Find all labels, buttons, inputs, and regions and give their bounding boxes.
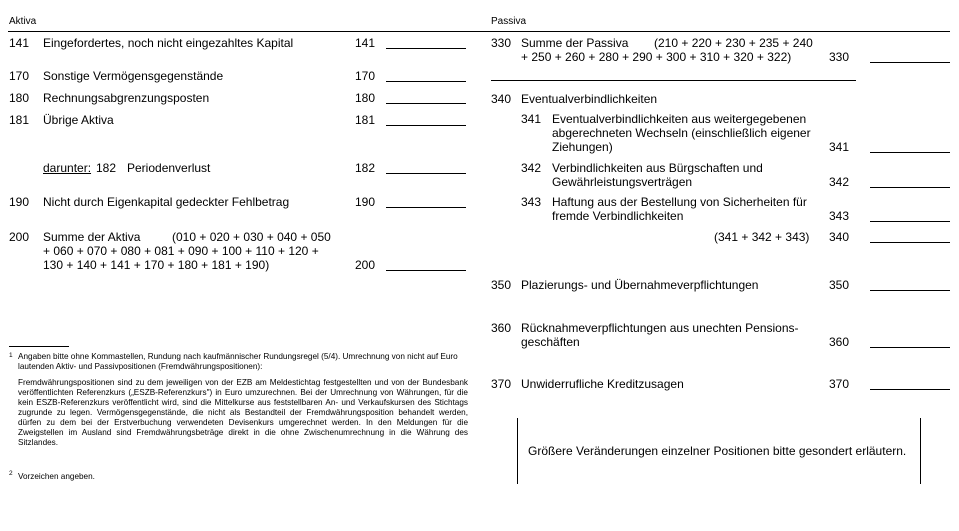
row-343-line-2: fremde Verbindlichkeiten xyxy=(552,209,684,223)
footnote-2-mark: 2 xyxy=(9,470,13,477)
row-342-num: 342 xyxy=(521,161,542,175)
header-rule xyxy=(8,31,950,32)
row-342-code: 342 xyxy=(829,175,850,189)
row-170-num: 170 xyxy=(9,69,30,83)
note-box-left-border xyxy=(517,418,518,484)
row-370-field[interactable] xyxy=(870,389,950,390)
row-350-code: 350 xyxy=(829,278,850,292)
row-180-label: Rechnungsabgrenzungsposten xyxy=(43,91,210,105)
row-340-total-code: 340 xyxy=(829,230,850,244)
row-341-line-3: Ziehungen) xyxy=(552,140,613,154)
footnote-rule xyxy=(9,346,69,347)
row-182-field[interactable] xyxy=(386,173,466,174)
row-170-label: Sonstige Vermögensgegenstände xyxy=(43,69,224,83)
row-342-line-2: Gewährleistungsverträgen xyxy=(552,175,693,189)
row-360-num: 360 xyxy=(491,321,512,335)
row-341-field[interactable] xyxy=(870,152,950,153)
row-350-field[interactable] xyxy=(870,290,950,291)
row-343-num: 343 xyxy=(521,195,542,209)
row-370-label: Unwiderrufliche Kreditzusagen xyxy=(521,377,684,391)
row-141-field[interactable] xyxy=(386,48,466,49)
row-342-line-1: Verbindlichkeiten aus Bürgschaften und xyxy=(552,161,763,175)
aktiva-header: Aktiva xyxy=(9,16,37,27)
row-330-num: 330 xyxy=(491,36,512,50)
row-343-line-1: Haftung aus der Bestellung von Sicherheiten für xyxy=(552,195,807,209)
row-341-num: 341 xyxy=(521,112,542,126)
footnote-2: Vorzeichen angeben. xyxy=(18,472,95,481)
row-370-num: 370 xyxy=(491,377,512,391)
row-330-field[interactable] xyxy=(870,62,950,63)
row-343-code: 343 xyxy=(829,209,850,223)
row-181-label: Übrige Aktiva xyxy=(43,113,114,127)
row-200-formula-2: + 060 + 070 + 080 + 081 + 090 + 100 + 110 + 120 + xyxy=(43,244,319,258)
row-340-total-field[interactable] xyxy=(870,242,950,243)
row-170-field[interactable] xyxy=(386,81,466,82)
row-180-code: 180 xyxy=(355,91,376,105)
row-181-num: 181 xyxy=(9,113,30,127)
row-340-label: Eventualverbindlichkeiten xyxy=(521,92,658,106)
row-341-line-1: Eventualverbindlichkeiten aus weitergegebenen xyxy=(552,112,807,126)
row-190-code: 190 xyxy=(355,195,376,209)
row-181-field[interactable] xyxy=(386,125,466,126)
row-330-formula-2: + 250 + 260 + 280 + 290 + 300 + 310 + 320 + 322) xyxy=(521,50,792,64)
row-360-field[interactable] xyxy=(870,347,950,348)
row-350-label: Plazierungs- und Übernahmeverpflichtungen xyxy=(521,278,759,292)
row-343-field[interactable] xyxy=(870,221,950,222)
row-182-code: 182 xyxy=(355,161,376,175)
row-200-formula-3: 130 + 140 + 141 + 170 + 180 + 181 + 190) xyxy=(43,258,270,272)
note-box-right-border xyxy=(920,418,921,484)
row-360-line-1: Rücknahmeverpflichtungen aus unechten Pensions- xyxy=(521,321,799,335)
row-330-formula-1: (210 + 220 + 230 + 235 + 240 xyxy=(654,36,813,50)
row-141-num: 141 xyxy=(9,36,30,50)
row-170-code: 170 xyxy=(355,69,376,83)
row-190-field[interactable] xyxy=(386,207,466,208)
row-342-field[interactable] xyxy=(870,187,950,188)
footnote-1: Angaben bitte ohne Kommastellen, Rundung nach kaufmännischer Rundungsregel (5/4). Umrechnung von nicht auf Euro lautenden Aktiv- und Passivpositionen (Fremdwährungspositionen): xyxy=(18,352,458,371)
row-190-num: 190 xyxy=(9,195,30,209)
row-340-total-formula: (341 + 342 + 343) xyxy=(714,230,810,244)
footnote-1-detail: Fremdwährungspositionen sind zu dem jeweiligen von der EZB am Meldestichtag festgestellten und von der Bundesbank veröffentlichten Referenzkurs („ESZB-Referenzkurs") in Euro umzurechnen. Bei der Umrechnung von Währungen, für die kein ESZB-Referenzkurs veröffentlicht wird, sind die Mittelkurse aus feststellbaren An- und Verkaufskursen des Stichtags zugrunde zu legen. Vermögensgegenstände, die nicht als Bestandteil der Fremdwährungsposition behandelt werden, dürfen zu dem bei der Erstverbuchung verwendeten Devisenkurs umgerechnet werden. In den Meldungen für die Zweigstellen im Ausland sind Fremdwährungsbeträge direkt in die ohne Zwischenumrechnung in die Währung des Sitzlandes. xyxy=(18,378,468,447)
row-141-code: 141 xyxy=(355,36,376,50)
row-141-label: Eingefordertes, noch nicht eingezahltes Kapital xyxy=(43,36,294,50)
row-360-line-2: geschäften xyxy=(521,335,580,349)
row-341-code: 341 xyxy=(829,140,850,154)
row-182-darunter: darunter: xyxy=(43,161,92,175)
row-180-num: 180 xyxy=(9,91,30,105)
row-200-num: 200 xyxy=(9,230,30,244)
row-182-label: Periodenverlust xyxy=(127,161,211,175)
row-182-num: 182 xyxy=(96,161,117,175)
row-330-code: 330 xyxy=(829,50,850,64)
row-341-line-2: abgerechneten Wechseln (einschließlich eigener xyxy=(552,126,811,140)
footnote-1-mark: 1 xyxy=(9,352,13,359)
row-180-field[interactable] xyxy=(386,103,466,104)
row-200-label: Summe der Aktiva xyxy=(43,230,141,244)
row-200-field[interactable] xyxy=(386,270,466,271)
note-box-text: Größere Veränderungen einzelner Positionen bitte gesondert erläutern. xyxy=(528,444,907,458)
row-330-label: Summe der Passiva xyxy=(521,36,629,50)
passiva-header: Passiva xyxy=(491,16,527,27)
row-181-code: 181 xyxy=(355,113,376,127)
row-200-code: 200 xyxy=(355,258,376,272)
row-370-code: 370 xyxy=(829,377,850,391)
row-190-label: Nicht durch Eigenkapital gedeckter Fehlbetrag xyxy=(43,195,290,209)
row-340-num: 340 xyxy=(491,92,512,106)
passiva-separator xyxy=(491,80,856,81)
row-360-code: 360 xyxy=(829,335,850,349)
row-200-formula-1: (010 + 020 + 030 + 040 + 050 xyxy=(172,230,331,244)
row-350-num: 350 xyxy=(491,278,512,292)
